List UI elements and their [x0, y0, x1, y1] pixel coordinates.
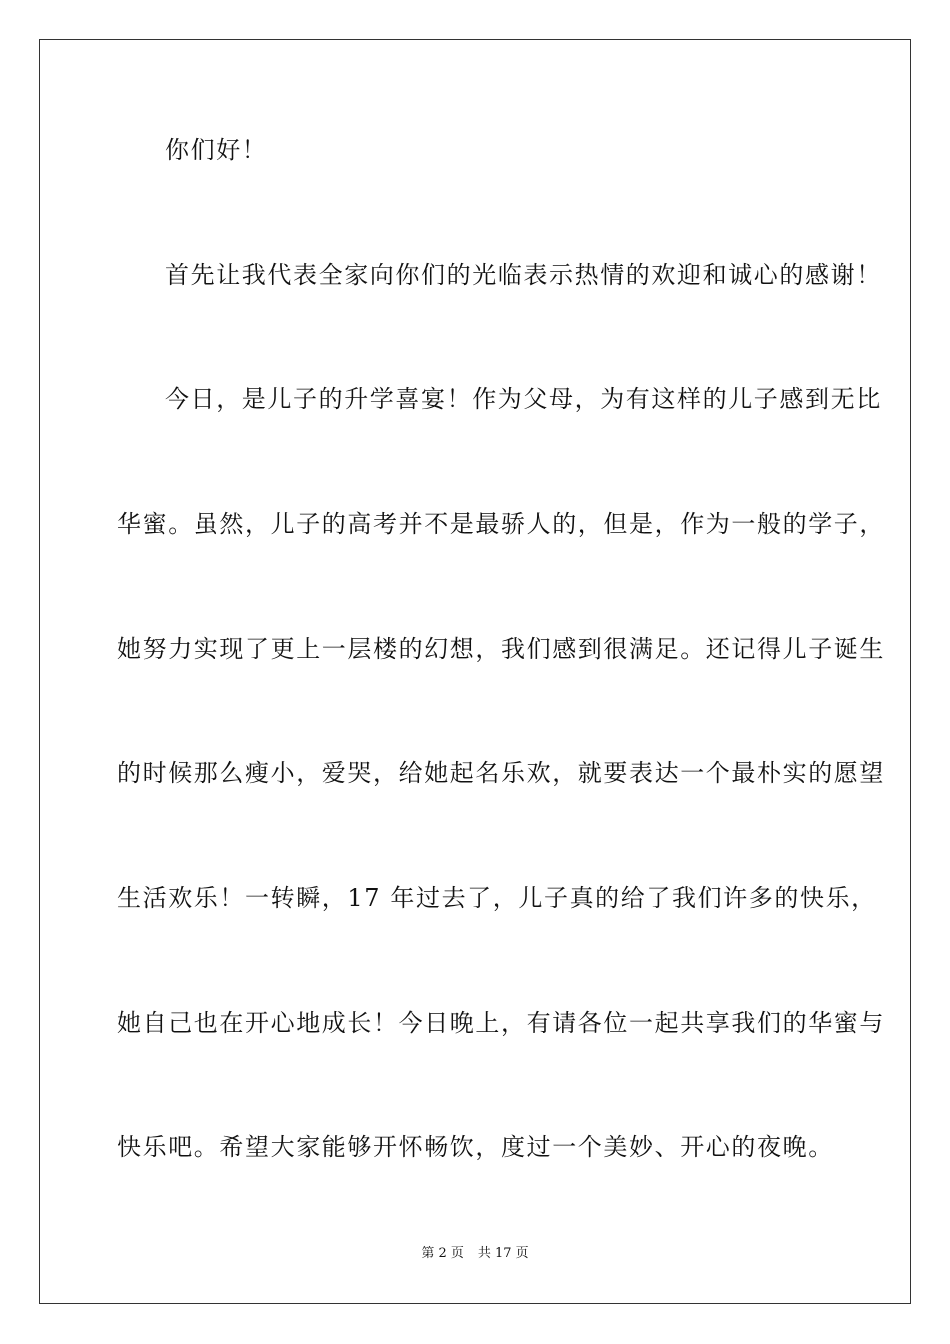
paragraph-line: 今日，是儿子的升学喜宴！作为父母，为有这样的儿子感到无比 [165, 385, 882, 413]
page-number: 第 2 页 [421, 1246, 464, 1261]
paragraph-line: 生活欢乐！一转瞬，17 年过去了，儿子真的给了我们许多的快乐， [117, 884, 877, 912]
page-footer [0, 1245, 950, 1263]
paragraph-line: 她自己也在开心地成长！今日晚上，有请各位一起共享我们的华蜜与 [117, 1009, 885, 1037]
paragraph-line: 她努力实现了更上一层楼的幻想，我们感到很满足。还记得儿子诞生 [117, 635, 885, 663]
paragraph-line: 的时候那么瘦小，爱哭，给她起名乐欢，就要表达一个最朴实的愿望 [117, 759, 885, 787]
paragraph-line: 华蜜。虽然，儿子的高考并不是最骄人的，但是，作为一般的学子， [117, 510, 885, 538]
page-border [39, 39, 911, 1304]
page-total: 共 17 页 [477, 1246, 529, 1261]
greeting-line: 你们好！ [165, 136, 268, 164]
paragraph-line: 首先让我代表全家向你们的光临表示热情的欢迎和诚心的感谢！ [165, 261, 882, 289]
paragraph-line: 快乐吧。希望大家能够开怀畅饮，度过一个美妙、开心的夜晚。 [117, 1133, 834, 1161]
